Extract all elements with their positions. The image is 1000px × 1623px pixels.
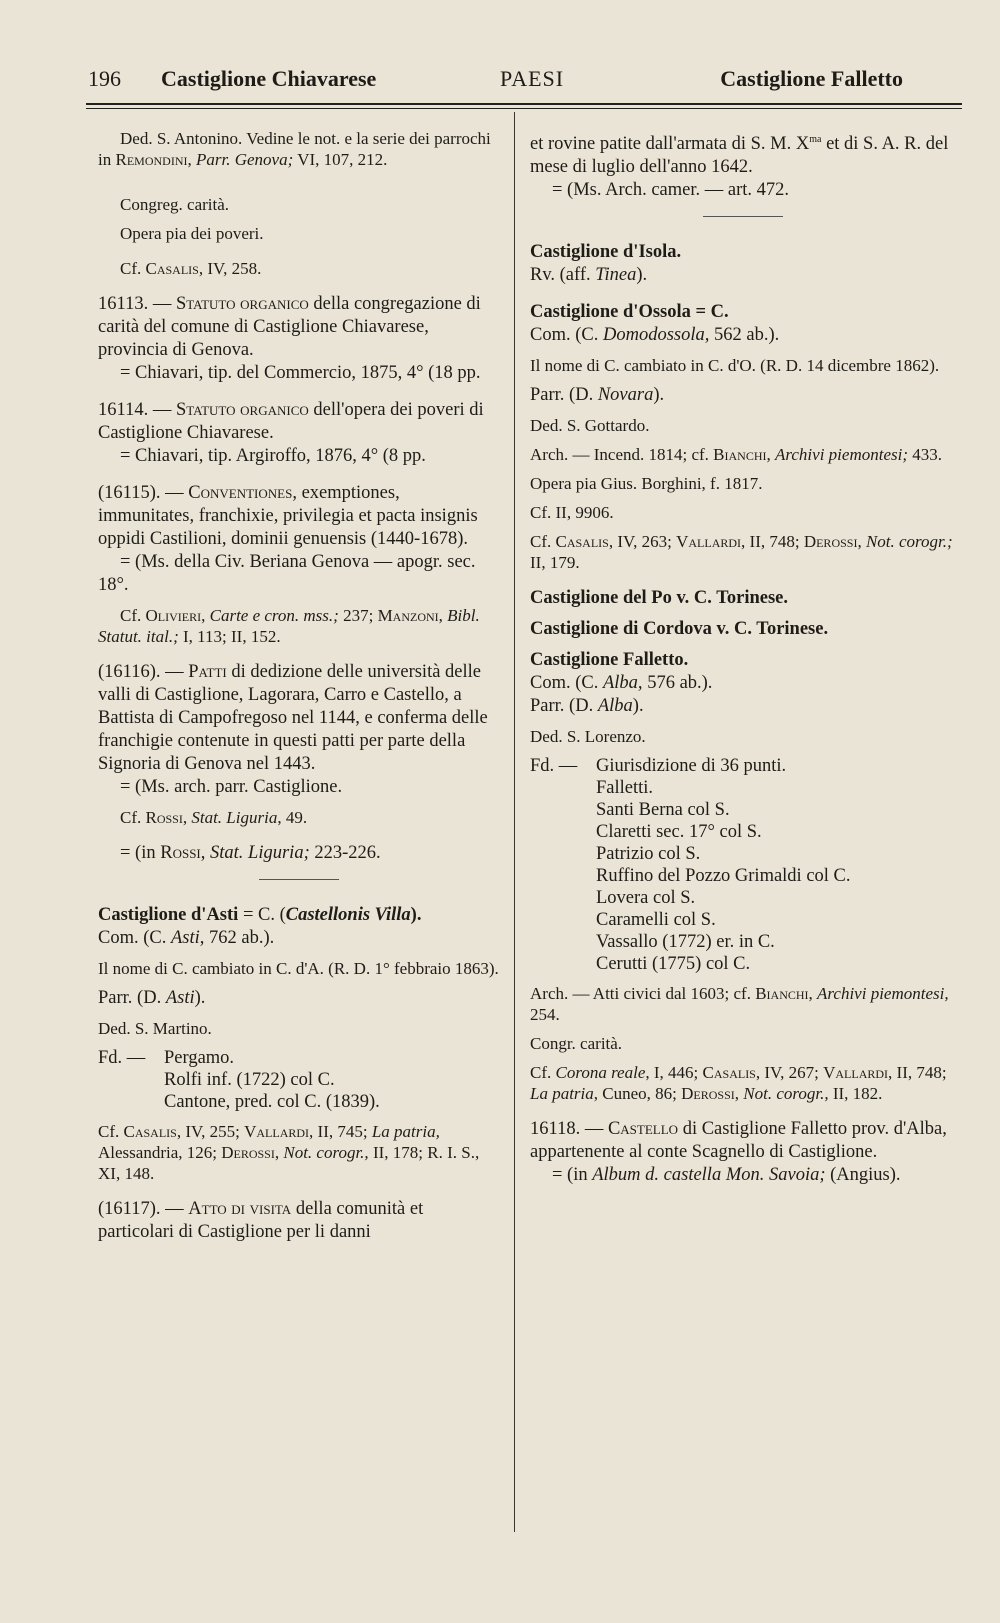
heading-castiglione-ossola: Castiglione d'Ossola = C. <box>530 302 729 323</box>
ossola-parr: Parr. (D. Novara). <box>530 385 665 406</box>
cf-olivieri: Cf. Olivieri, Carte e cron. mss.; 237; Manzoni, Bibl. Statut. ital.; I, 113; II, 152. <box>98 606 480 646</box>
entry-16114-imprint: = Chiavari, tip. Argiroffo, 1876, 4° (8 pp. <box>120 446 426 466</box>
opera-line: Opera pia dei poveri. <box>120 224 264 243</box>
asti-fd-item: Rolfi inf. (1722) col C. <box>164 1070 335 1090</box>
header-left-title: Castiglione Chiavarese <box>161 66 377 91</box>
entry-16117: (16117). — Atto di visita della comunità et particolari di Castiglione per li danni <box>98 1199 424 1242</box>
right-column <box>530 128 956 1187</box>
ossola-cf1: Cf. II, 9906. <box>530 503 614 523</box>
entry-16118-source: = (in Album d. castella Mon. Savoia; (Angius). <box>552 1165 901 1186</box>
header-right-title: Castiglione Falletto <box>720 66 903 91</box>
heading-castiglione-falletto: Castiglione Falletto. <box>530 650 689 671</box>
asti-fd-item: Pergamo. <box>164 1048 235 1068</box>
ossola-com: Com. (C. Domodossola, 562 ab.). <box>530 325 780 346</box>
page-number: 196 <box>88 66 121 91</box>
falletto-fd-item: Claretti sec. 17° col S. <box>596 822 762 843</box>
heading-castiglione-asti: Castiglione d'Asti = C. (Castellonis Villa). <box>98 905 422 925</box>
asti-fd-label: Fd. — <box>98 1048 146 1068</box>
falletto-fd-item: Santi Berna col S. <box>596 800 730 821</box>
falletto-parr: Parr. (D. Alba). <box>530 696 644 717</box>
entry-16118: 16118. — Castello di Castiglione Falletto prov. d'Alba, appartenente al conte Scagnello di Castiglione. <box>530 1119 947 1163</box>
asti-cf: Cf. Casalis, IV, 255; Vallardi, II, 745; La patria, Alessandria, 126; Derossi, Not. corogr., II, 178; R. I. S., XI, 148. <box>98 1122 480 1183</box>
ossola-opera: Opera pia Gius. Borghini, f. 1817. <box>530 474 763 494</box>
falletto-com: Com. (C. Alba, 576 ab.). <box>530 673 713 694</box>
entry-16114: 16114. — Statuto organico dell'opera dei poveri di Castiglione Chiavarese. <box>98 400 484 443</box>
entry-16116: (16116). — Patti di dedizione delle università delle valli di Castiglione, Lagorara, Carro e Castello, a Battista di Campofregoso nel 1144, e conferma delle franchigie contenute in questi patti per parte della Signoria di Genova nel 1443. <box>98 662 488 774</box>
rossi-reference: = (in Rossi, Stat. Liguria; 223-226. <box>120 843 381 863</box>
falletto-fd-item: Falletti. <box>596 778 654 799</box>
falletto-arch: Arch. — Atti civici dal 1603; cf. Bianchi, Archivi piemontesi, 254. <box>530 984 949 1025</box>
asti-ded: Ded. S. Martino. <box>98 1019 212 1038</box>
asti-com: Com. (C. Asti, 762 ab.). <box>98 928 275 948</box>
asti-nome: Il nome di C. cambiato in C. d'A. (R. D. 1° febbraio 1863). <box>98 959 499 978</box>
ossola-nome: Il nome di C. cambiato in C. d'O. (R. D. 14 dicembre 1862). <box>530 356 940 376</box>
column-divider <box>514 112 515 1532</box>
section-rule <box>259 879 339 880</box>
falletto-fd-item: Lovera col S. <box>596 888 696 909</box>
heading-castiglione-cordova: Castiglione di Cordova v. C. Torinese. <box>530 619 829 640</box>
falletto-fd-item: Caramelli col S. <box>596 910 716 931</box>
falletto-fd-item: Vassallo (1772) er. in C. <box>596 932 775 953</box>
falletto-fd-item: Ruffino del Pozzo Grimaldi col C. <box>596 866 851 887</box>
dedication-entry: Ded. S. Antonino. Vedine le not. e la serie dei parrochi in Remondini, Parr. Genova; VI, 107, 212. <box>98 129 491 169</box>
falletto-congr: Congr. carità. <box>530 1034 623 1054</box>
entry-16117-source: = (Ms. Arch. camer. — art. 472. <box>552 180 790 201</box>
ossola-arch: Arch. — Incend. 1814; cf. Bianchi, Archivi piemontesi; 433. <box>530 445 942 465</box>
falletto-fd-list <box>596 755 956 975</box>
entry-16113-imprint: = Chiavari, tip. del Commercio, 1875, 4° (18 pp. <box>120 363 481 383</box>
cf-rossi: Cf. Rossi, Stat. Liguria, 49. <box>120 808 308 827</box>
ossola-ded: Ded. S. Gottardo. <box>530 416 650 436</box>
asti-fd-item: Cantone, pred. col C. (1839). <box>164 1092 380 1112</box>
falletto-fd-item: Patrizio col S. <box>596 844 701 865</box>
heading-castiglione-po: Castiglione del Po v. C. Torinese. <box>530 588 788 609</box>
entry-16115: (16115). — Conventiones, exemptiones, immunitates, franchixie, privilegia et pacta insignis oppidi Castilioni, dominii genuensis (1440-1678). <box>98 483 478 549</box>
header-rule <box>86 103 962 105</box>
heading-castiglione-isola: Castiglione d'Isola. <box>530 242 682 263</box>
falletto-fd-label: Fd. — <box>530 756 578 777</box>
header-center: PAESI <box>500 66 565 91</box>
entry-16113: 16113. — Statuto organico della congregazione di carità del comune di Castiglione Chiavarese, provincia di Genova. <box>98 294 481 360</box>
left-column <box>98 128 500 1244</box>
congreg-line: Congreg. carità. <box>120 195 230 214</box>
asti-fd-list <box>164 1047 500 1113</box>
falletto-fd-item: Cerutti (1775) col C. <box>596 954 751 975</box>
running-header <box>88 66 903 102</box>
isola-rv: Rv. (aff. Tinea). <box>530 265 648 286</box>
falletto-ded: Ded. S. Lorenzo. <box>530 727 646 747</box>
asti-parr: Parr. (D. Asti). <box>98 988 206 1008</box>
falletto-fd <box>530 755 956 975</box>
entry-16116-source: = (Ms. arch. parr. Castiglione. <box>120 777 343 797</box>
cf-casalis: Cf. Casalis, IV, 258. <box>120 259 262 278</box>
asti-fd <box>98 1047 500 1113</box>
entry-16117-continued: et rovine patite dall'armata di S. M. $X^{ma}$ et di S. A. R. del mese di luglio dell'anno 1642. <box>530 134 949 178</box>
section-rule <box>703 216 783 217</box>
header-rule-thin <box>86 108 962 109</box>
falletto-fd-item: Giurisdizione di 36 punti. <box>596 756 787 777</box>
entry-16115-source: = (Ms. della Civ. Beriana Genova — apogr. sec. 18°. <box>98 552 476 595</box>
ossola-cf2: Cf. Casalis, IV, 263; Vallardi, II, 748; Derossi, Not. corogr.; II, 179. <box>530 532 953 573</box>
falletto-cf: Cf. Corona reale, I, 446; Casalis, IV, 267; Vallardi, II, 748; La patria, Cuneo, 86; Derossi, Not. corogr., II, 182. <box>530 1063 947 1104</box>
